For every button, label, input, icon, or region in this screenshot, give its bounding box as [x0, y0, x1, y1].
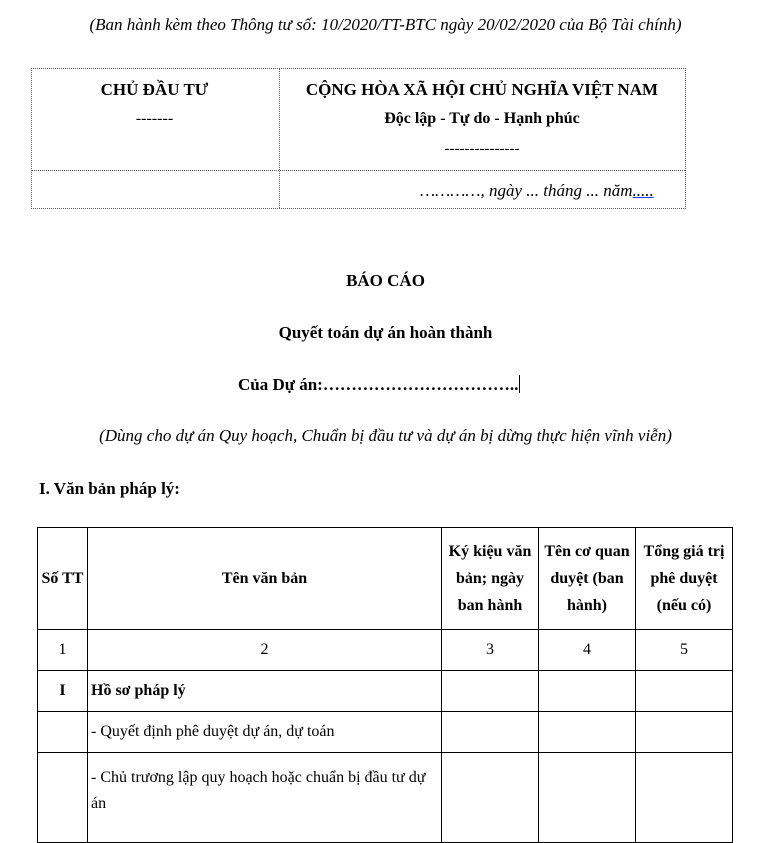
table-header-row [38, 528, 733, 630]
row-no: I [38, 671, 88, 712]
investor-dash: ------- [135, 110, 174, 127]
column-number: 3 [442, 630, 539, 671]
usage-note: (Dùng cho dự án Quy hoạch, Chuẩn bị đầu tư và dự án bị dừng thực hiện vĩnh viễn) [99, 426, 672, 445]
row-cell [539, 712, 636, 753]
table-row [38, 712, 733, 753]
report-subtitle: Quyết toán dự án hoàn thành [278, 323, 493, 342]
header-divider-horizontal [32, 170, 685, 171]
project-name-text: Của Dự án:…………………………….. [238, 375, 519, 394]
header-issuing-agency: Tên cơ quan duyệt (ban hành) [539, 528, 636, 630]
project-name-line[interactable] [238, 375, 520, 395]
row-document-name: Hồ sơ pháp lý [88, 671, 442, 712]
row-document-name: - Quyết định phê duyệt dự án, dự toán [88, 712, 442, 753]
row-cell [442, 671, 539, 712]
header-approved-value: Tổng giá trị phê duyệt (nếu có) [636, 528, 733, 630]
date-line [420, 181, 654, 201]
date-line-text: …………, ngày ... tháng ... năm [420, 181, 633, 200]
column-number: 5 [636, 630, 733, 671]
table-row [38, 671, 733, 712]
header-no: Số TT [38, 528, 88, 630]
legal-documents-table [37, 527, 733, 843]
column-number: 1 [38, 630, 88, 671]
row-no [38, 712, 88, 753]
column-number: 2 [88, 630, 442, 671]
row-cell [442, 712, 539, 753]
row-cell [539, 671, 636, 712]
document-note: (Ban hành kèm theo Thông tư số: 10/2020/TT-BTC ngày 20/02/2020 của Bộ Tài chính) [89, 15, 682, 34]
column-number: 4 [539, 630, 636, 671]
date-line-year-blank: ..... [632, 181, 654, 200]
header-symbol-date: Ký kiệu văn bản; ngày ban hành [442, 528, 539, 630]
table-row [38, 753, 733, 843]
row-cell [442, 753, 539, 843]
text-cursor [519, 375, 520, 393]
section-title: I. Văn bản pháp lý: [39, 479, 180, 498]
investor-label: CHỦ ĐẦU TƯ [100, 80, 209, 99]
report-title: BÁO CÁO [346, 271, 425, 290]
header-document-name: Tên văn bản [88, 528, 442, 630]
nation-motto: Độc lập - Tự do - Hạnh phúc [384, 110, 580, 127]
row-cell [636, 712, 733, 753]
row-cell [539, 753, 636, 843]
nation-title: CỘNG HÒA XÃ HỘI CHỦ NGHĨA VIỆT NAM [305, 80, 659, 99]
nation-dash: --------------- [444, 141, 520, 157]
column-number-row [38, 630, 733, 671]
row-cell [636, 671, 733, 712]
row-document-name: - Chủ trương lập quy hoạch hoặc chuẩn bị đầu tư dự án [88, 753, 442, 843]
row-no [38, 753, 88, 843]
row-cell [636, 753, 733, 843]
